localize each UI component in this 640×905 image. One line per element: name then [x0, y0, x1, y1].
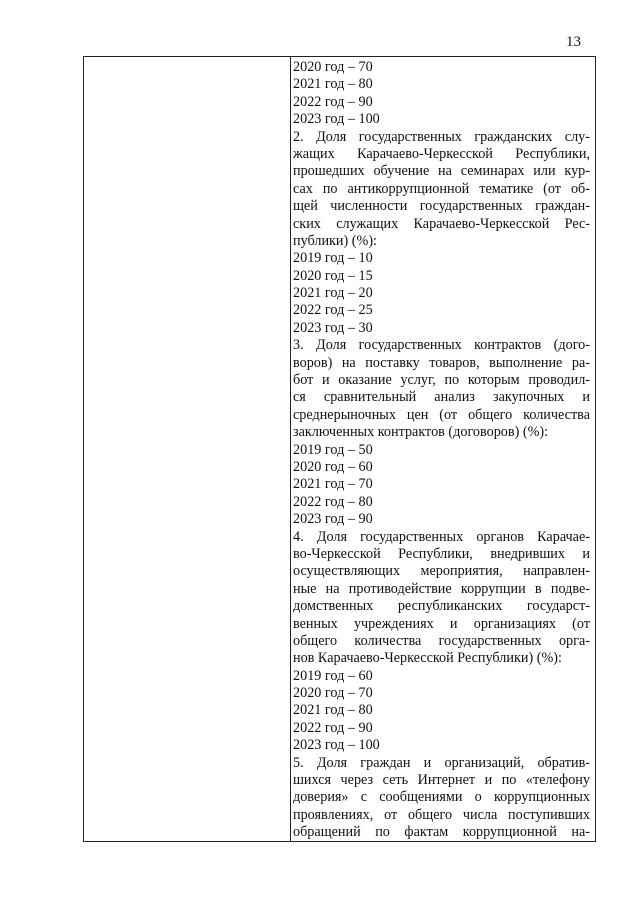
text-line: 2. Доля государственных гражданских слу-: [293, 128, 590, 145]
text-line: 2019 год – 10: [293, 250, 373, 267]
text-line: бот и оказание услуг, по которым проводил-: [293, 372, 590, 389]
table-right-cell: [293, 59, 590, 842]
text-line: 2020 год – 60: [293, 458, 373, 475]
text-line: 2022 год – 25: [293, 302, 373, 319]
text-line: домственных республиканских государст-: [293, 598, 590, 615]
text-line: во-Черкесской Республики, внедривших и: [293, 545, 590, 562]
text-line: нов Карачаево-Черкесской Республики) (%):: [293, 650, 562, 667]
text-line: 2021 год – 20: [293, 285, 373, 302]
text-line: 2021 год – 70: [293, 476, 373, 493]
text-line: 4. Доля государственных органов Карачае-: [293, 528, 590, 545]
text-line: публики) (%):: [293, 232, 378, 249]
text-line: 2022 год – 80: [293, 493, 373, 510]
page-number: 13: [566, 34, 581, 50]
text-line: ся сравнительный анализ закупочных и: [293, 389, 590, 406]
table-left-cell: [84, 57, 291, 841]
text-line: воров) на поставку товаров, выполнение ра-: [293, 354, 590, 371]
text-line: 2023 год – 100: [293, 111, 380, 128]
text-line: прошедших обучение на семинарах или кур-: [293, 163, 590, 180]
text-line: проявлениях, от общего числа поступивших: [293, 806, 590, 823]
text-line: 2021 год – 80: [293, 702, 373, 719]
text-line: 2020 год – 70: [293, 59, 373, 75]
text-line: щей численности государственных граждан-: [293, 198, 590, 215]
text-line: 2022 год – 90: [293, 719, 373, 736]
text-line: венных учреждениях и организациях (от: [293, 615, 590, 632]
text-line: ные на противодействие коррупции в подве-: [293, 580, 590, 597]
document-table: [83, 56, 596, 842]
text-line: 2022 год – 90: [293, 93, 373, 110]
text-line: 2023 год – 90: [293, 511, 373, 528]
text-line: обращений по фактам коррупционной на-: [293, 824, 590, 841]
text-line: сах по антикоррупционной тематике (от об-: [293, 180, 590, 197]
text-line: 2023 год – 100: [293, 737, 380, 754]
text-line: 2020 год – 15: [293, 267, 373, 284]
text-line: 2019 год – 60: [293, 667, 373, 684]
text-line: жащих Карачаево-Черкесской Республики,: [293, 145, 590, 162]
text-line: осуществляющих мероприятия, направлен-: [293, 563, 590, 580]
text-line: 3. Доля государственных контрактов (дого-: [293, 337, 590, 354]
text-line: среднерыночных цен (от общего количества: [293, 406, 590, 423]
text-line: 2020 год – 70: [293, 685, 373, 702]
text-line: 2021 год – 80: [293, 76, 373, 93]
text-line: общего количества государственных орга-: [293, 632, 590, 649]
text-line: ских служащих Карачаево-Черкесской Рес-: [293, 215, 590, 232]
text-line: шихся через сеть Интернет и по «телефону: [293, 772, 590, 789]
text-line: заключенных контрактов (договоров) (%):: [293, 424, 549, 441]
text-line: 2023 год – 30: [293, 319, 373, 336]
text-line: доверия» с сообщениями о коррупционных: [293, 789, 590, 806]
text-line: 2019 год – 50: [293, 441, 373, 458]
text-line: 5. Доля граждан и организаций, обратив-: [293, 754, 590, 771]
